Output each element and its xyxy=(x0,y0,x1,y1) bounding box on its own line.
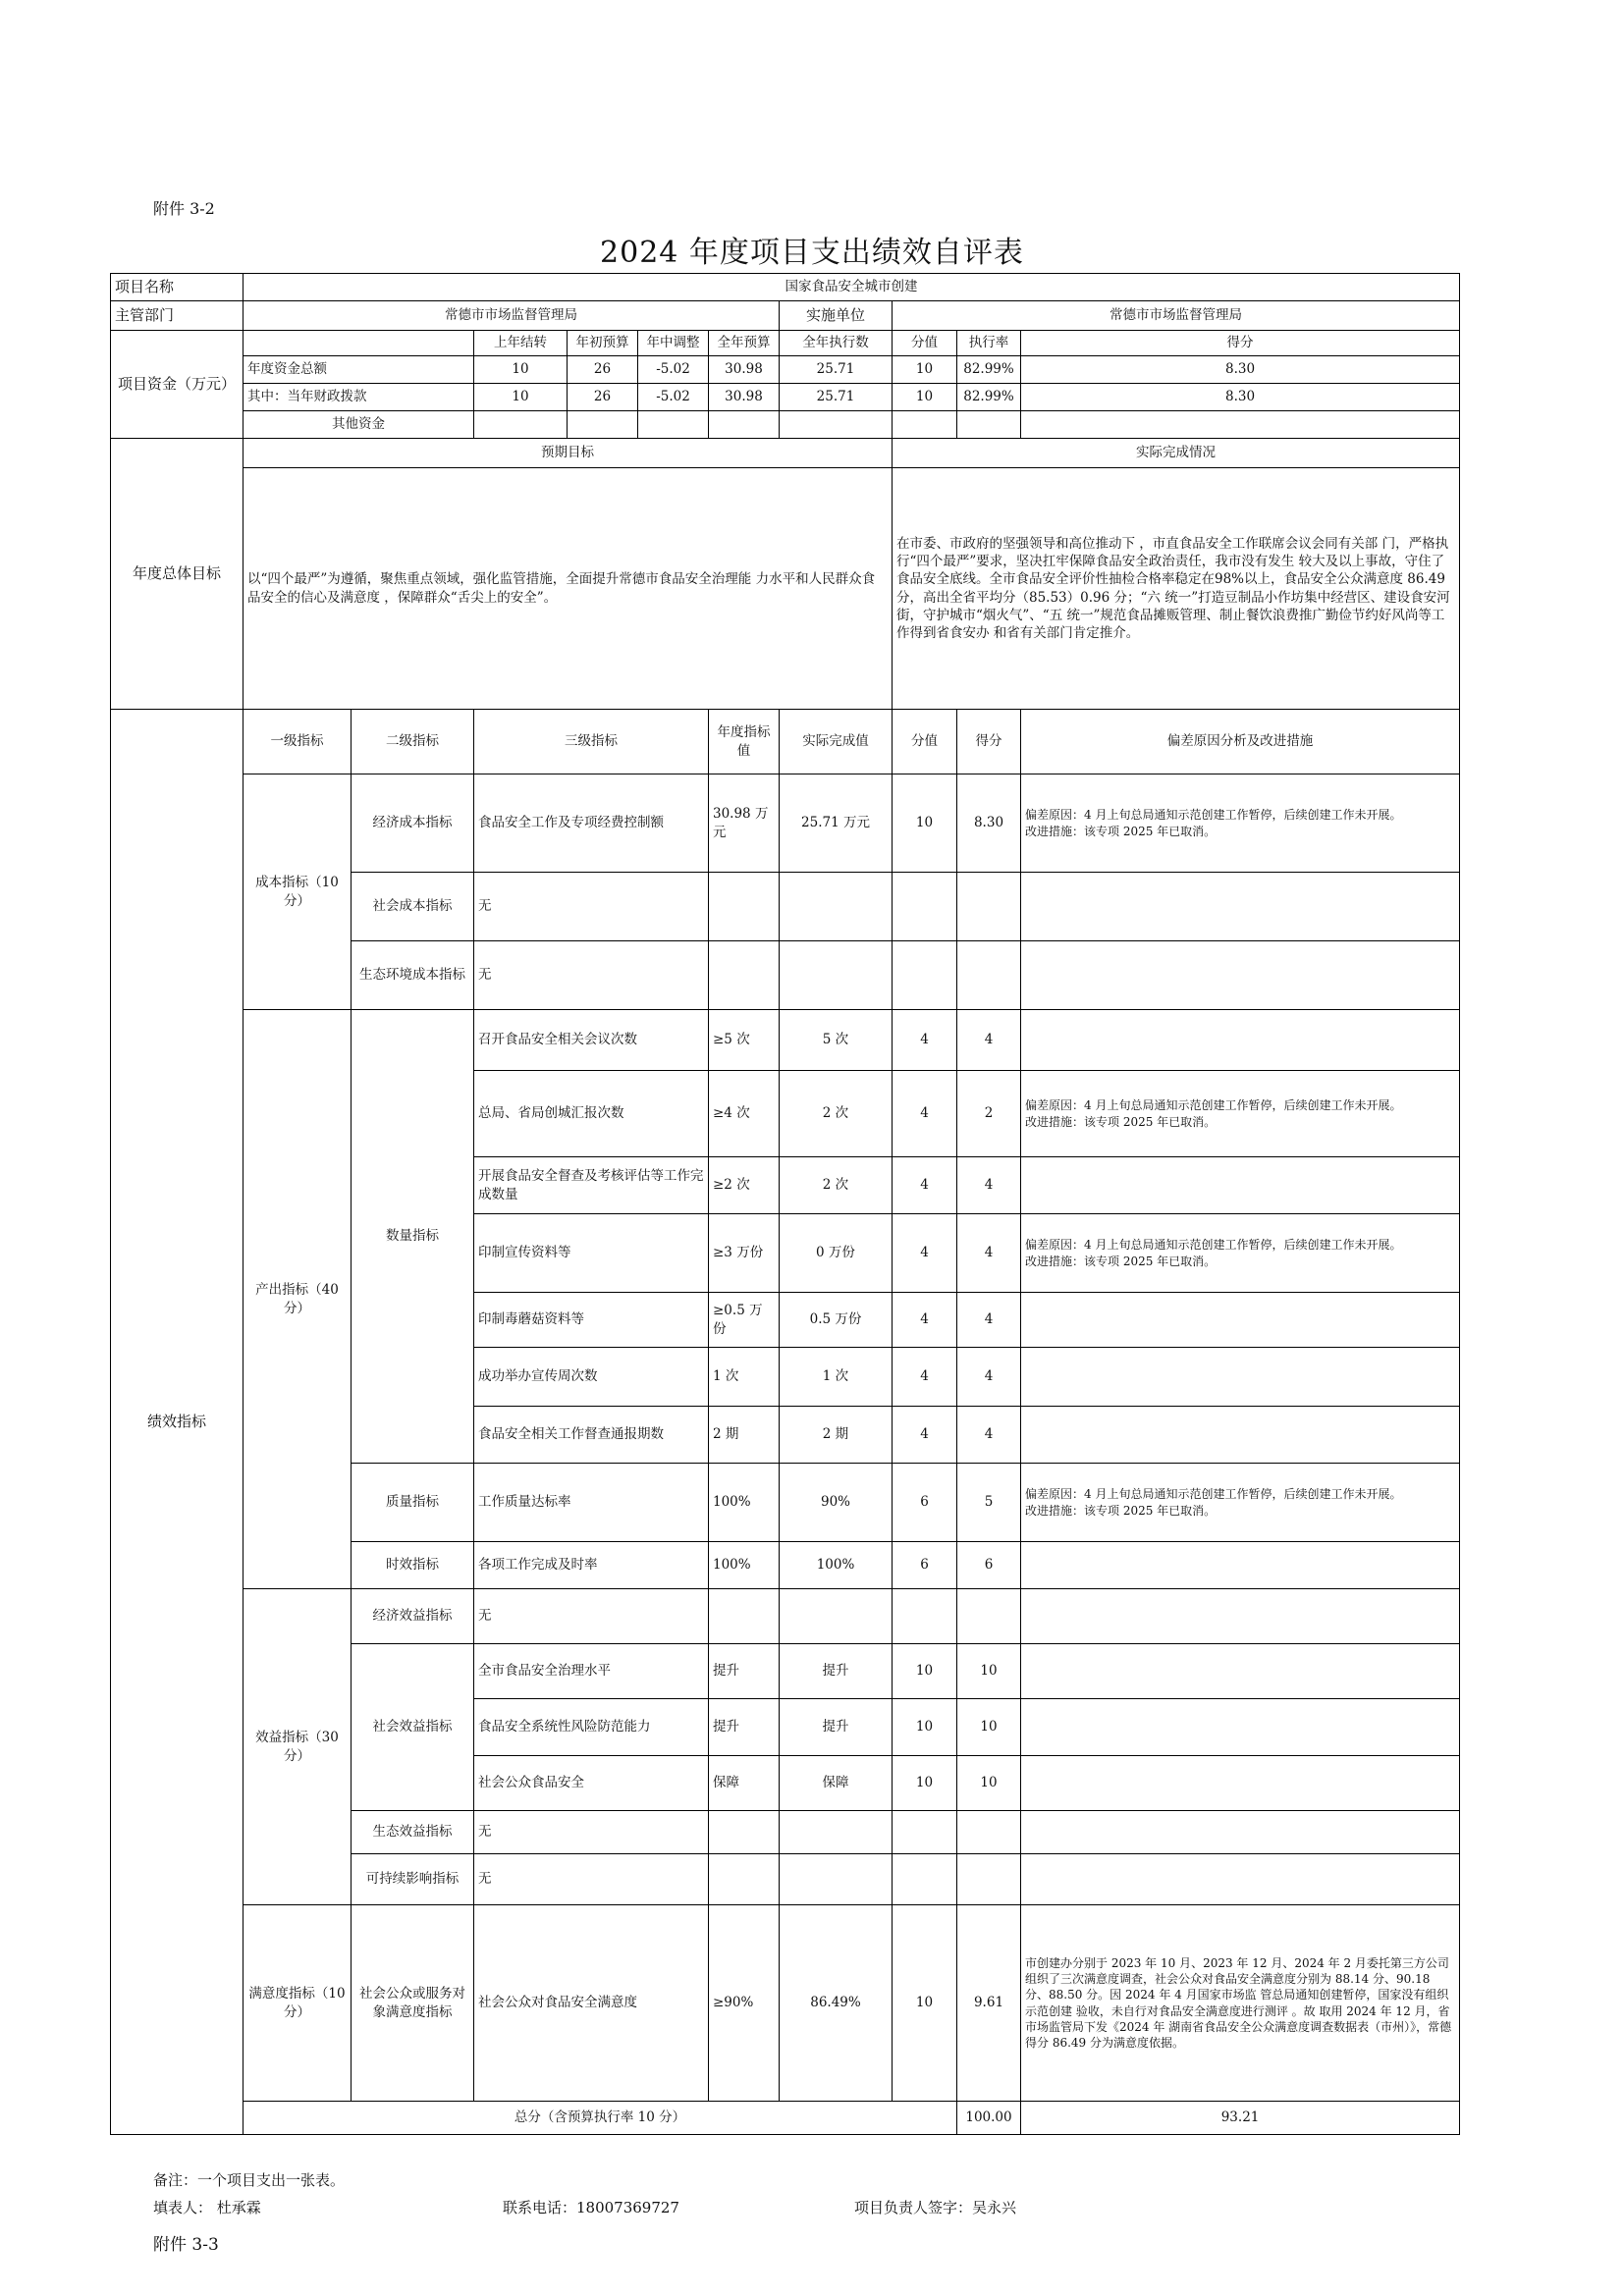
funds-cell: 25.71 xyxy=(780,384,893,411)
score-cell: 4 xyxy=(893,1071,957,1157)
l2-cell: 生态环境成本指标 xyxy=(352,941,474,1010)
actual-cell: 提升 xyxy=(780,1699,893,1756)
phone: 联系电话：18007369727 xyxy=(503,2199,679,2216)
score-cell: 4 xyxy=(893,1157,957,1214)
score-cell: 4 xyxy=(893,1010,957,1071)
perf-header-cell: 二级指标 xyxy=(352,710,474,774)
project-leader: 项目负责人签字：吴永兴 xyxy=(854,2199,1017,2216)
attachment-label: 附件 3-2 xyxy=(153,199,215,218)
got-cell: 4 xyxy=(957,1293,1021,1348)
funds-cell: 30.98 xyxy=(709,384,780,411)
l3-cell: 食品安全相关工作督查通报期数 xyxy=(474,1407,709,1464)
funds-header-cell: 执行率 xyxy=(957,331,1021,356)
deviation-note: 偏差原因：4 月上旬总局通知示范创建工作暂停，后续创建工作未开展。 改进措施：该专项 2025 年已取消。 xyxy=(1021,774,1460,873)
funds-cell: 10 xyxy=(474,356,568,384)
l3-cell: 工作质量达标率 xyxy=(474,1464,709,1542)
target-cell: ≥5 次 xyxy=(709,1010,780,1071)
l3-cell: 食品安全工作及专项经费控制额 xyxy=(474,774,709,873)
expected-goal-header: 预期目标 xyxy=(244,439,893,468)
funds-row-name: 其中：当年财政拨款 xyxy=(244,384,474,411)
l2-cell: 经济效益指标 xyxy=(352,1589,474,1644)
l3-cell: 成功举办宣传周次数 xyxy=(474,1348,709,1407)
l3-cell: 无 xyxy=(474,1589,709,1644)
cost-label: 成本指标（10分） xyxy=(244,774,352,1010)
actual-cell: 0 万份 xyxy=(780,1214,893,1293)
perf-header-cell: 得分 xyxy=(957,710,1021,774)
table-row xyxy=(111,774,1460,873)
perf-header-cell: 三级指标 xyxy=(474,710,709,774)
got-cell: 5 xyxy=(957,1464,1021,1542)
l3-cell: 总局、省局创城汇报次数 xyxy=(474,1071,709,1157)
actual-cell: 100% xyxy=(780,1542,893,1589)
l2-cell: 可持续影响指标 xyxy=(352,1854,474,1905)
score-cell: 4 xyxy=(893,1293,957,1348)
score-cell: 10 xyxy=(893,1699,957,1756)
got-cell: 4 xyxy=(957,1157,1021,1214)
funds-row-name: 年度资金总额 xyxy=(244,356,474,384)
funds-cell xyxy=(568,411,638,439)
actual-cell: 0.5 万份 xyxy=(780,1293,893,1348)
perf-label: 绩效指标 xyxy=(111,710,244,2135)
filler: 填表人： 杜承霖 xyxy=(153,2199,261,2216)
perf-header-cell: 分值 xyxy=(893,710,957,774)
target-cell: ≥0.5 万份 xyxy=(709,1293,780,1348)
score-cell: 10 xyxy=(893,1644,957,1699)
l2-cell: 时效指标 xyxy=(352,1542,474,1589)
l2-cell: 质量指标 xyxy=(352,1464,474,1542)
got-cell: 4 xyxy=(957,1407,1021,1464)
got-cell: 10 xyxy=(957,1699,1021,1756)
l3-cell: 食品安全系统性风险防范能力 xyxy=(474,1699,709,1756)
dept-label: 主管部门 xyxy=(111,301,244,331)
project-name: 国家食品安全城市创建 xyxy=(244,274,1460,301)
target-cell: 1 次 xyxy=(709,1348,780,1407)
l3-cell: 无 xyxy=(474,941,709,1010)
score-cell: 6 xyxy=(893,1464,957,1542)
l3-cell: 社会公众对食品安全满意度 xyxy=(474,1905,709,2102)
page-title: 2024 年度项目支出绩效自评表 xyxy=(600,236,1024,270)
funds-header-cell: 分值 xyxy=(893,331,957,356)
funds-cell xyxy=(709,411,780,439)
target-cell: 提升 xyxy=(709,1699,780,1756)
actual-cell: 2 次 xyxy=(780,1157,893,1214)
actual-cell: 86.49% xyxy=(780,1905,893,2102)
total-score: 100.00 xyxy=(957,2102,1021,2135)
score-cell: 4 xyxy=(893,1214,957,1293)
deviation-note: 偏差原因：4 月上旬总局通知示范创建工作暂停，后续创建工作未开展。 改进措施：该专项 2025 年已取消。 xyxy=(1021,1071,1460,1157)
funds-cell: 30.98 xyxy=(709,356,780,384)
got-cell: 4 xyxy=(957,1214,1021,1293)
funds-cell: 10 xyxy=(474,384,568,411)
funds-cell: 26 xyxy=(568,356,638,384)
funds-cell xyxy=(780,411,893,439)
actual-result-text: 在市委、市政府的坚强领导和高位推动下 ，市直食品安全工作联席会议会同有关部 门，严格执行“四个最严”要求，坚决扛牢保障食品安全政治责任，我市没有发生 较大及以上事故，守住了食品安全底线。全市食品安全评价性抽检合格率稳定在98%以上，食品安全公众满意度 86.49 分，高出全省平均分（85.53）0.96 分；“六 统一”打造豆制品小作坊集中经营区、建设食安河街，守护城市“烟火气”、“五 统一”规范食品摊贩管理、制止餐饮浪费推广勤俭节约好风尚等工作得到省食安办 和省有关部门肯定推介。 xyxy=(893,468,1460,710)
actual-cell: 2 次 xyxy=(780,1071,893,1157)
deviation-note: 偏差原因：4 月上旬总局通知示范创建工作暂停，后续创建工作未开展。 改进措施：该专项 2025 年已取消。 xyxy=(1021,1464,1460,1542)
actual-cell: 提升 xyxy=(780,1644,893,1699)
impl-label: 实施单位 xyxy=(780,301,893,331)
target-cell: 保障 xyxy=(709,1756,780,1811)
l3-cell: 印制宣传资料等 xyxy=(474,1214,709,1293)
funds-cell: 26 xyxy=(568,384,638,411)
got-cell: 8.30 xyxy=(957,774,1021,873)
got-cell: 4 xyxy=(957,1348,1021,1407)
actual-result-header: 实际完成情况 xyxy=(893,439,1460,468)
dept-value: 常德市市场监督管理局 xyxy=(244,301,780,331)
funds-row xyxy=(111,411,1460,439)
funds-header-cell: 得分 xyxy=(1021,331,1460,356)
perf-header-cell: 实际完成值 xyxy=(780,710,893,774)
funds-header-blank xyxy=(244,331,474,356)
l3-cell: 社会公众食品安全 xyxy=(474,1756,709,1811)
l3-cell: 召开食品安全相关会议次数 xyxy=(474,1010,709,1071)
target-cell: 30.98 万元 xyxy=(709,774,780,873)
got-cell: 10 xyxy=(957,1756,1021,1811)
l2-cell: 社会成本指标 xyxy=(352,873,474,941)
funds-cell: -5.02 xyxy=(638,356,709,384)
footer-note: 备注：一个项目支出一张表。 xyxy=(153,2171,346,2189)
quantity-label: 数量指标 xyxy=(352,1010,474,1464)
actual-cell: 90% xyxy=(780,1464,893,1542)
funds-cell xyxy=(1021,411,1460,439)
table-row xyxy=(111,1589,1460,1644)
l2-cell: 社会公众或服务对象满意度指标 xyxy=(352,1905,474,2102)
actual-cell: 保障 xyxy=(780,1756,893,1811)
perf-header-cell: 年度指标值 xyxy=(709,710,780,774)
l3-cell: 无 xyxy=(474,1854,709,1905)
table-row xyxy=(111,1905,1460,2102)
deviation-note: 偏差原因：4 月上旬总局通知示范创建工作暂停，后续创建工作未开展。 改进措施：该专项 2025 年已取消。 xyxy=(1021,1214,1460,1293)
funds-cell: 82.99% xyxy=(957,356,1021,384)
evaluation-table xyxy=(110,273,1460,2135)
l3-cell: 无 xyxy=(474,1811,709,1854)
target-cell: ≥2 次 xyxy=(709,1157,780,1214)
l2-cell: 生态效益指标 xyxy=(352,1811,474,1854)
output-label: 产出指标（40分） xyxy=(244,1010,352,1589)
target-cell: 2 期 xyxy=(709,1407,780,1464)
actual-cell: 25.71 万元 xyxy=(780,774,893,873)
score-cell: 6 xyxy=(893,1542,957,1589)
actual-cell: 5 次 xyxy=(780,1010,893,1071)
got-cell: 9.61 xyxy=(957,1905,1021,2102)
score-cell: 4 xyxy=(893,1348,957,1407)
got-cell: 2 xyxy=(957,1071,1021,1157)
target-cell: 100% xyxy=(709,1464,780,1542)
impl-value: 常德市市场监督管理局 xyxy=(893,301,1460,331)
funds-header-cell: 年中调整 xyxy=(638,331,709,356)
actual-cell: 1 次 xyxy=(780,1348,893,1407)
funds-header-cell: 全年执行数 xyxy=(780,331,893,356)
funds-row xyxy=(111,356,1460,384)
funds-row xyxy=(111,384,1460,411)
target-cell: 提升 xyxy=(709,1644,780,1699)
funds-header-cell: 上年结转 xyxy=(474,331,568,356)
funds-header-cell: 年初预算 xyxy=(568,331,638,356)
total-label: 总分（含预算执行率 10 分） xyxy=(244,2102,957,2135)
score-cell: 10 xyxy=(893,1756,957,1811)
score-cell: 10 xyxy=(893,1905,957,2102)
goals-label: 年度总体目标 xyxy=(111,439,244,710)
next-attachment-label: 附件 3-3 xyxy=(153,2235,219,2255)
funds-header-cell: 全年预算 xyxy=(709,331,780,356)
perf-header-cell: 偏差原因分析及改进措施 xyxy=(1021,710,1460,774)
funds-row-name: 其他资金 xyxy=(244,411,474,439)
expected-goal-text: 以“四个最严”为遵循，聚焦重点领域，强化监管措施，全面提升常德市食品安全治理能 力水平和人民群众食品安全的信心及满意度 ，保障群众“舌尖上的安全”。 xyxy=(244,468,893,710)
got-cell: 6 xyxy=(957,1542,1021,1589)
funds-cell xyxy=(638,411,709,439)
funds-cell xyxy=(957,411,1021,439)
table-row xyxy=(111,1010,1460,1071)
benefit-label: 效益指标（30分） xyxy=(244,1589,352,1905)
satisfaction-note: 市创建办分别于 2023 年 10 月、2023 年 12 月、2024 年 2 月委托第三方公司组织了三次满意度调查，社会公众对食品安全满意度分别为 88.14 分、90.18 分、88.50 分。因 2024 年 4 月国家市场监 管总局通知创建暂停，国家没有组织示范创建 验收，未自行对食品安全满意度进行测评 。故 取用 2024 年 12 月，省市场监管局下发《2024 年 湖南省食品安全公众满意度调查数据表（市州）》，常德得分 86.49 分为满意度依据。 xyxy=(1021,1905,1460,2102)
l2-cell: 经济成本指标 xyxy=(352,774,474,873)
funds-cell xyxy=(893,411,957,439)
l3-cell: 各项工作完成及时率 xyxy=(474,1542,709,1589)
funds-cell: 25.71 xyxy=(780,356,893,384)
target-cell: ≥90% xyxy=(709,1905,780,2102)
funds-cell: 8.30 xyxy=(1021,356,1460,384)
score-cell: 4 xyxy=(893,1407,957,1464)
funds-cell xyxy=(474,411,568,439)
perf-header-cell: 一级指标 xyxy=(244,710,352,774)
project-name-label: 项目名称 xyxy=(111,274,244,301)
funds-cell: 10 xyxy=(893,356,957,384)
got-cell: 4 xyxy=(957,1010,1021,1071)
target-cell: ≥3 万份 xyxy=(709,1214,780,1293)
l3-cell: 无 xyxy=(474,873,709,941)
target-cell: ≥4 次 xyxy=(709,1071,780,1157)
funds-cell: 82.99% xyxy=(957,384,1021,411)
got-cell: 10 xyxy=(957,1644,1021,1699)
social-benefit-label: 社会效益指标 xyxy=(352,1644,474,1811)
score-cell: 10 xyxy=(893,774,957,873)
l3-cell: 印制毒蘑菇资料等 xyxy=(474,1293,709,1348)
target-cell: 100% xyxy=(709,1542,780,1589)
l3-cell: 开展食品安全督查及考核评估等工作完 成数量 xyxy=(474,1157,709,1214)
funds-cell: 8.30 xyxy=(1021,384,1460,411)
funds-cell: 10 xyxy=(893,384,957,411)
funds-cell: -5.02 xyxy=(638,384,709,411)
funds-label: 项目资金（万元） xyxy=(111,331,244,439)
total-got: 93.21 xyxy=(1021,2102,1460,2135)
satisfaction-label: 满意度指标（10分） xyxy=(244,1905,352,2102)
actual-cell: 2 期 xyxy=(780,1407,893,1464)
l3-cell: 全市食品安全治理水平 xyxy=(474,1644,709,1699)
